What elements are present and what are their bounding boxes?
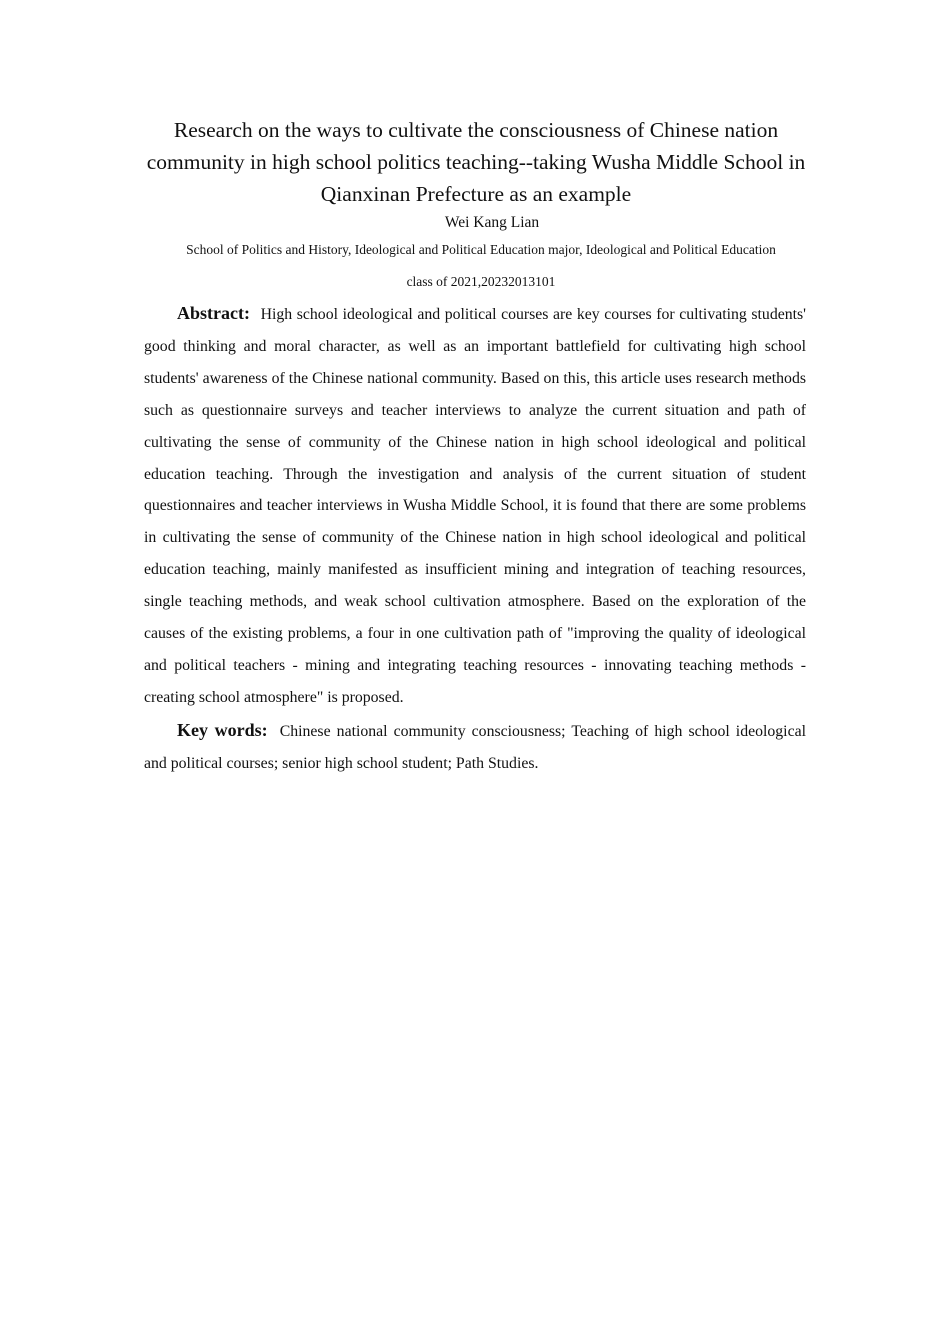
keywords-label: Key words: — [177, 719, 268, 740]
affiliation-line-2: class of 2021,20232013101 — [406, 274, 556, 289]
author-affiliation — [144, 234, 806, 298]
author-name: Wei Kang Lian — [444, 214, 540, 231]
paper-page — [144, 114, 806, 780]
abstract-paragraph — [144, 298, 806, 714]
keywords-text: Chinese national community consciousness; Teaching of high school ideological and political courses; senior high school student; Path Studies. — [144, 722, 806, 772]
paper-title: Research on the ways to cultivate the consciousness of Chinese nation community in high school politics teaching--taking Wusha Middle School in Qianxinan Prefecture as an example — [146, 118, 806, 206]
abstract-text: High school ideological and political courses are key courses for cultivating students' good thinking and moral character, as well as an important battlefield for cultivating high school students' awareness of the Chinese national community. Based on this, this article uses research methods such as questionnaire surveys and teacher interviews to analyze the current situation and path of cultivating the sense of community of the Chinese nation in high school ideological and political education teaching. Through the investigation and analysis of the current situation of student questionnaires and teacher interviews in Wusha Middle School, it is found that there are some problems in cultivating the sense of community of the Chinese nation in high school ideological and political education teaching, mainly manifested as insufficient mining and integration of teaching resources, single teaching methods, and weak school cultivation atmosphere. Based on the exploration of the causes of the existing problems, a four in one cultivation path of "improving the quality of ideological and political teachers - mining and integrating teaching resources - innovating teaching methods - creating school atmosphere" is proposed. — [144, 306, 807, 706]
affiliation-line-1: School of Politics and History, Ideological and Political Education major, Ideological and Political Education — [186, 242, 776, 257]
abstract-label: Abstract: — [177, 303, 250, 323]
keywords-paragraph — [144, 715, 806, 780]
